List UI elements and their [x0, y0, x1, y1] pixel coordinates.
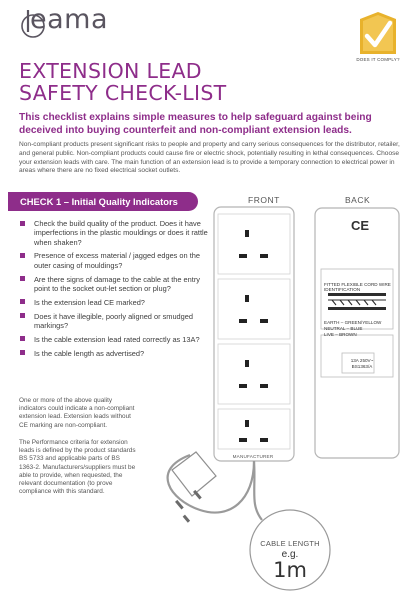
- cable-length-eg: e.g.: [281, 549, 299, 560]
- front-label: FRONT: [248, 195, 280, 205]
- wire-identification-list: [324, 320, 398, 338]
- wire-earth: EARTH – GREEN/YELLOW: [324, 320, 382, 325]
- wire-neutral: NEUTRAL – BLUE: [324, 326, 363, 331]
- cable-length-caption: CABLE LENGTH: [260, 539, 320, 548]
- list-item-text: Presence of excess material / jagged edges on the outer casing of mouldings?: [34, 251, 200, 270]
- list-item-text: Is the extension lead CE marked?: [34, 297, 145, 307]
- list-item-text: Are there signs of damage to the cable at the entry point to the socket out-let section or plug?: [34, 274, 200, 293]
- wire-live: LIVE – BROWN: [324, 332, 357, 337]
- intro-text: This checklist explains simple measures to help safeguard against being deceived into buying counterfeit and non-compliant extension leads.: [19, 112, 372, 136]
- list-item-text: Check the build quality of the product. Does it have imperfections in the plastic mouldings or does it rattle when shaken?: [34, 219, 208, 247]
- wire-identification-title: FITTED FLEXIBLE CORD WIRE IDENTIFICATION: [324, 282, 391, 293]
- list-item-text: Is the cable length as advertised?: [34, 348, 145, 358]
- body-paragraph: Non-compliant products present significant risks to people and property and carry serious consequences for the distributor, retailer, and general public. Non-compliant products could cause fire or electric shock, potentially resulting in lethal consequences. Choose your extension leads with care. The main function of an extension lead is to provide a temporary connection to electrical power in areas where there are no fixed electrical socket outlets.: [19, 141, 400, 175]
- back-label: BACK: [345, 195, 371, 205]
- title-line-2: SAFETY CHECK-LIST: [19, 81, 227, 105]
- manufacturer-label: MANUFACTURER: [232, 454, 274, 459]
- ce-mark: CE: [351, 218, 370, 233]
- rating-line-1: 13A 250V~: [350, 358, 374, 363]
- badge-label: DOES IT COMPLY?: [356, 57, 400, 62]
- logo-text: eama: [30, 4, 109, 35]
- list-item-text: Does it have illegible, poorly aligned or smudged markings?: [34, 311, 193, 331]
- check-heading: CHECK 1 – Initial Quality Indicators: [8, 192, 198, 211]
- rating-label: [344, 358, 380, 370]
- standards-note: The Performance criteria for extension leads is defined by the product standards BS 5733 and applicable parts of BS 1363-2. Manufacturers/suppliers must be able to provide, when requested, the relevant documentation (to prove compliance with this standard.: [19, 439, 136, 496]
- rating-line-2: BS1363/A: [351, 364, 373, 369]
- title-line-1: EXTENSION LEAD: [19, 59, 202, 83]
- list-item-text: Is the cable extension lead rated correctly as 13A?: [34, 334, 200, 344]
- cable-length-value: 1m: [273, 558, 307, 582]
- quality-note: One or more of the above quality indicators could indicate a non-compliant extension lead. Extension leads without CE marking are non-compliant.: [19, 397, 135, 429]
